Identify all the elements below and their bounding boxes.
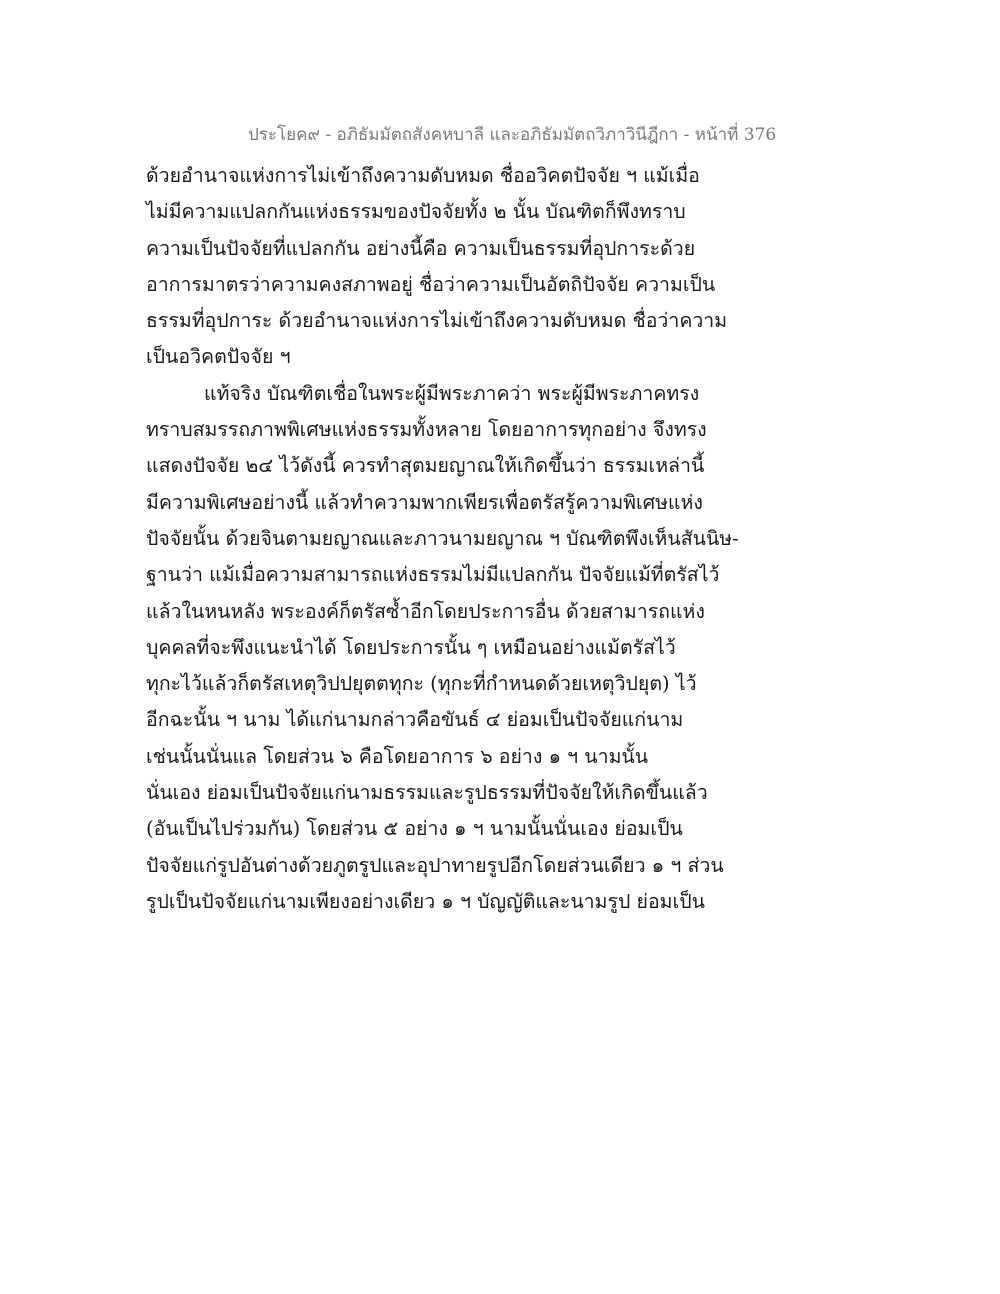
text-line: ด้วยอำนาจแห่งการไม่เข้าถึงความดับหมด ชื่ออวิคตปัจจัย ฯ แม้เมื่อ <box>146 164 700 187</box>
body-text <box>146 158 739 920</box>
text-line: อาการมาตรว่าความคงสภาพอยู่ ชื่อว่าความเป็นอัตถิปัจจัย ความเป็น <box>146 272 716 296</box>
page-header: ประโยค๙ - อภิธัมมัตถสังคหบาลี และอภิธัมมัตถวิภาวินีฎีกา - หน้าที่ 376 <box>248 125 777 145</box>
text-line: ธรรมที่อุปการะ ด้วยอำนาจแห่งการไม่เข้าถึงความดับหมด ชื่อว่าความ <box>146 309 728 333</box>
text-line: (อันเป็นไปร่วมกัน) โดยส่วน ๕ อย่าง ๑ ฯ นามนั้นนั่นเอง ย่อมเป็น <box>146 817 683 841</box>
text-line: เป็นอวิคตปัจจัย ฯ <box>146 345 291 369</box>
text-line: บุคคลที่จะพึงแนะนำได้ โดยประการนั้น ๆ เหมือนอย่างแม้ตรัสไว้ <box>146 635 676 659</box>
text-line: ฐานว่า แม้เมื่อความสามารถแห่งธรรมไม่มีแปลกกัน ปัจจัยแม้ที่ตรัสไว้ <box>146 563 720 587</box>
text-line: ปัจจัยนั้น ด้วยจินตามยญาณและภาวนามยญาณ ฯ บัณฑิตพึงเห็นสันนิษ- <box>146 526 739 550</box>
text-line: รูปเป็นปัจจัยแก่นามเพียงอย่างเดียว ๑ ฯ บัญญัติและนามรูป ย่อมเป็น <box>146 889 705 913</box>
text-line: ทุกะไว้แล้วก็ตรัสเหตุวิปปยุตตทุกะ (ทุกะที่กำหนดด้วยเหตุวิปยุต) ไว้ <box>146 672 697 696</box>
text-line: อีกฉะนั้น ฯ นาม ได้แก่นามกล่าวคือขันธ์ ๔ ย่อมเป็นปัจจัยแก่นาม <box>146 708 684 732</box>
text-line: มีความพิเศษอย่างนี้ แล้วทำความพากเพียรเพื่อตรัสรู้ความพิเศษแห่ง <box>146 490 703 514</box>
text-line: แสดงปัจจัย ๒๔ ไว้ดังนี้ ควรทำสุตมยญาณให้เกิดขึ้นว่า ธรรมเหล่านี้ <box>146 454 705 478</box>
text-line: นั่นเอง ย่อมเป็นปัจจัยแก่นามธรรมและรูปธรรมที่ปัจจัยให้เกิดขึ้นแล้ว <box>146 781 708 805</box>
text-line: ความเป็นปัจจัยที่แปลกกัน อย่างนี้คือ ความเป็นธรรมที่อุปการะด้วย <box>146 236 696 260</box>
text-line: เช่นนั้นนั่นแล โดยส่วน ๖ คือโดยอาการ ๖ อย่าง ๑ ฯ นามนั้น <box>146 744 649 768</box>
text-line: ไม่มีความแปลกกันแห่งธรรมของปัจจัยทั้ง ๒ นั้น บัณฑิตก็พึงทราบ <box>146 200 686 224</box>
text-line: แล้วในหนหลัง พระองค์ก็ตรัสซ้ำอีกโดยประการอื่น ด้วยสามารถแห่ง <box>146 599 705 623</box>
paragraph-start-line: แท้จริง บัณฑิตเชื่อในพระผู้มีพระภาคว่า พระผู้มีพระภาคทรง <box>204 381 700 405</box>
text-line: ทราบสมรรถภาพพิเศษแห่งธรรมทั้งหลาย โดยอาการทุกอย่าง จึงทรง <box>146 418 707 442</box>
text-line: ปัจจัยแก่รูปอันต่างด้วยภูตรูปและอุปาทายรูปอีกโดยส่วนเดียว ๑ ฯ ส่วน <box>146 853 724 877</box>
